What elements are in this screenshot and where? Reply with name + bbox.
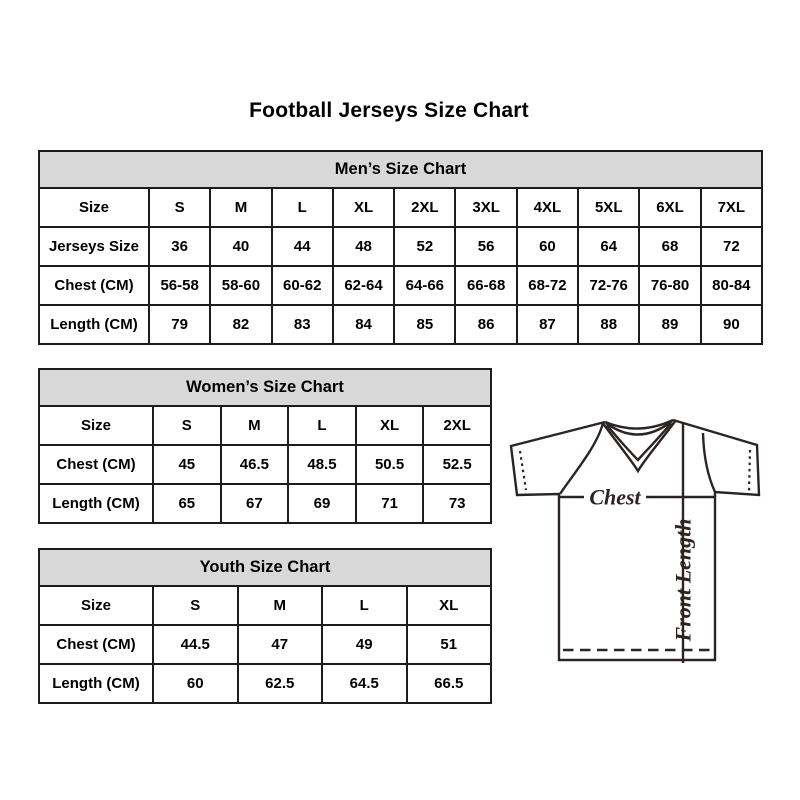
cell-value: 90 — [701, 305, 762, 344]
table-row — [39, 586, 491, 625]
cell-value: M — [221, 406, 289, 445]
cell-value: 71 — [356, 484, 424, 523]
table-section-title: Youth Size Chart — [39, 549, 491, 586]
cell-value: 7XL — [701, 188, 762, 227]
row-label: Chest (CM) — [39, 445, 153, 484]
row-label: Chest (CM) — [39, 625, 153, 664]
cell-value: 2XL — [394, 188, 455, 227]
womens-size-chart-table — [38, 368, 492, 524]
table-row — [39, 227, 762, 266]
table-title-row — [39, 369, 491, 406]
cell-value: L — [322, 586, 407, 625]
cell-value: 5XL — [578, 188, 639, 227]
table-row — [39, 188, 762, 227]
row-label: Length (CM) — [39, 484, 153, 523]
cell-value: 62.5 — [238, 664, 323, 703]
right-cuff-stitch-line — [749, 450, 750, 491]
cell-value: 52.5 — [423, 445, 491, 484]
cell-value: 84 — [333, 305, 394, 344]
cell-value: 68-72 — [517, 266, 578, 305]
cell-value: 60 — [517, 227, 578, 266]
cell-value: 66-68 — [455, 266, 516, 305]
cell-value: 79 — [149, 305, 210, 344]
cell-value: 44.5 — [153, 625, 238, 664]
table-section-title: Men’s Size Chart — [39, 151, 762, 188]
cell-value: M — [210, 188, 271, 227]
cell-value: XL — [407, 586, 492, 625]
table-row — [39, 406, 491, 445]
cell-value: 72-76 — [578, 266, 639, 305]
cell-value: 73 — [423, 484, 491, 523]
table-row — [39, 266, 762, 305]
cell-value: 52 — [394, 227, 455, 266]
table-title-row — [39, 549, 491, 586]
cell-value: 85 — [394, 305, 455, 344]
cell-value: 67 — [221, 484, 289, 523]
cell-value: 64-66 — [394, 266, 455, 305]
cell-value: XL — [356, 406, 424, 445]
table-row — [39, 445, 491, 484]
cell-value: 45 — [153, 445, 221, 484]
cell-value: 47 — [238, 625, 323, 664]
page-title: Football Jerseys Size Chart — [249, 99, 529, 122]
cell-value: 64.5 — [322, 664, 407, 703]
cell-value: 60 — [153, 664, 238, 703]
youth-size-chart-table — [38, 548, 492, 704]
jersey-diagram-svg — [503, 398, 775, 675]
table-row — [39, 484, 491, 523]
row-label: Chest (CM) — [39, 266, 149, 305]
row-label: Size — [39, 406, 153, 445]
cell-value: 50.5 — [356, 445, 424, 484]
cell-value: 44 — [272, 227, 333, 266]
cell-value: 46.5 — [221, 445, 289, 484]
cell-value: 62-64 — [333, 266, 394, 305]
cell-value: 66.5 — [407, 664, 492, 703]
table-row — [39, 625, 491, 664]
row-label: Length (CM) — [39, 664, 153, 703]
chest-label: Chest — [589, 484, 641, 510]
cell-value: 3XL — [455, 188, 516, 227]
cell-value: M — [238, 586, 323, 625]
cell-value: S — [149, 188, 210, 227]
cell-value: 83 — [272, 305, 333, 344]
cell-value: L — [288, 406, 356, 445]
cell-value: 40 — [210, 227, 271, 266]
cell-value: 69 — [288, 484, 356, 523]
cell-value: 68 — [639, 227, 700, 266]
cell-value: 82 — [210, 305, 271, 344]
left-armhole-seam — [560, 423, 603, 494]
cell-value: 48.5 — [288, 445, 356, 484]
cell-value: 58-60 — [210, 266, 271, 305]
row-label: Jerseys Size — [39, 227, 149, 266]
row-label: Length (CM) — [39, 305, 149, 344]
cell-value: 80-84 — [701, 266, 762, 305]
jersey-measurement-diagram — [503, 398, 775, 675]
row-label: Size — [39, 586, 153, 625]
cell-value: 76-80 — [639, 266, 700, 305]
cell-value: 72 — [701, 227, 762, 266]
table-row — [39, 305, 762, 344]
cell-value: 87 — [517, 305, 578, 344]
cell-value: S — [153, 406, 221, 445]
cell-value: 48 — [333, 227, 394, 266]
front-length-label: Front Length — [670, 518, 696, 642]
row-label: Size — [39, 188, 149, 227]
cell-value: 2XL — [423, 406, 491, 445]
cell-value: L — [272, 188, 333, 227]
cell-value: 56 — [455, 227, 516, 266]
cell-value: 4XL — [517, 188, 578, 227]
right-armhole-seam — [703, 433, 715, 492]
cell-value: 86 — [455, 305, 516, 344]
cell-value: 88 — [578, 305, 639, 344]
cell-value: 56-58 — [149, 266, 210, 305]
table-section-title: Women’s Size Chart — [39, 369, 491, 406]
cell-value: 65 — [153, 484, 221, 523]
cell-value: 49 — [322, 625, 407, 664]
cell-value: 6XL — [639, 188, 700, 227]
cell-value: 89 — [639, 305, 700, 344]
cell-value: 51 — [407, 625, 492, 664]
cell-value: 60-62 — [272, 266, 333, 305]
mens-size-chart-table — [38, 150, 763, 345]
cell-value: S — [153, 586, 238, 625]
table-row — [39, 664, 491, 703]
cell-value: 64 — [578, 227, 639, 266]
table-title-row — [39, 151, 762, 188]
cell-value: 36 — [149, 227, 210, 266]
cell-value: XL — [333, 188, 394, 227]
left-cuff-stitch-line — [520, 451, 526, 490]
